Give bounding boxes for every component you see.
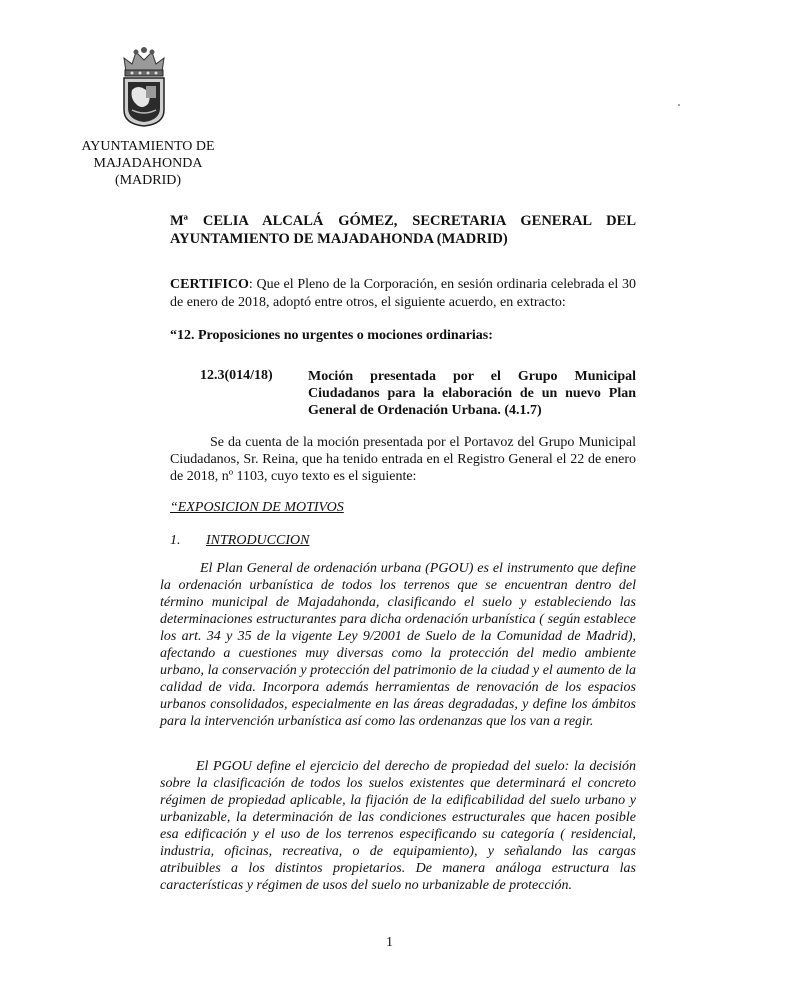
signer-heading (170, 212, 636, 248)
organization-name (70, 138, 226, 189)
certifico-text: : Que el Pleno de la Corporación, en sesión ordinaria celebrada el 30 de enero de 2018, adoptó entre otros, el siguiente acuerdo, en extracto: (170, 277, 636, 310)
certifico-lead: CERTIFICO (170, 277, 249, 292)
org-line: AYUNTAMIENTO DE (81, 139, 215, 154)
body-paragraph-2: El PGOU define el ejercicio del derecho de propiedad del suelo: la decisión sobre la clasificación de todos los suelos existentes que determinará el concreto régimen de propiedad aplicable, la fijación de la edificabilidad del suelo urbano y urbanizable, la determinación de las condiciones estructurales que hacen posible esa edificación y el uso de los terrenos especificando su categoría ( residencial, industria, oficinas, recreativa, o de equipamiento), y señalando las cargas atribuibles a los distintos propietarios. De manera análoga estructura las características y régimen de usos del suelo no urbanizable de protección. (160, 759, 636, 893)
motion-code: 12.3(014/18) (200, 368, 273, 383)
body-paragraph-1: El Plan General de ordenación urbana (PGOU) es el instrumento que define la ordenación urbanística de todos los terrenos que se encuentran dentro del término municipal de Majadahonda, clasificando el suelo y estableciendo las determinaciones estructurantes para dicha ordenación urbanística ( según establece los art. 34 y 35 de la vigente Ley 9/2001 de Suelo de la Comunidad de Madrid), afectando a cuestiones muy diversas como la protección del medio ambiente urbano, la conservación y protección del patrimonio de la ciudad y el aumento de la calidad de vida. Incorpora además herramientas de renovación de los espacios urbanos consolidados, especialmente en las áreas degradadas, y define los ámbitos para la intervención urbanística así como las ordenanzas que los van a regir. (160, 561, 636, 729)
signer-line-1: Mª CELIA ALCALÁ GÓMEZ, SECRETARIA GENERAL DEL (170, 213, 636, 229)
coat-of-arms-icon (118, 46, 170, 128)
certifico-paragraph (170, 276, 636, 312)
section-number: 1. (170, 533, 181, 548)
org-line: MAJADAHONDA (93, 156, 203, 171)
signer-line-2: AYUNTAMIENTO DE MAJADAHONDA (MADRID) (170, 231, 508, 247)
page-number: 1 (386, 935, 393, 950)
exposicion-heading: “EXPOSICION DE MOTIVOS (170, 500, 344, 515)
org-line: (MADRID) (114, 173, 182, 188)
section-title: INTRODUCCION (206, 533, 310, 548)
scan-speck (678, 104, 680, 106)
intro-paragraph: Se da cuenta de la moción presentada por el Portavoz del Grupo Municipal Ciudadanos, Sr. Reina, que ha tenido entrada en el Registro General el 22 de enero de 2018, nº 1103, cuyo texto es el siguiente: (170, 435, 636, 484)
motion-title: Moción presentada por el Grupo Municipal Ciudadanos para la elaboración de un nuevo Plan General de Ordenación Urbana. (4.1.7) (308, 369, 636, 418)
agenda-item-heading: “12. Proposiciones no urgentes o mociones ordinarias: (170, 328, 493, 343)
